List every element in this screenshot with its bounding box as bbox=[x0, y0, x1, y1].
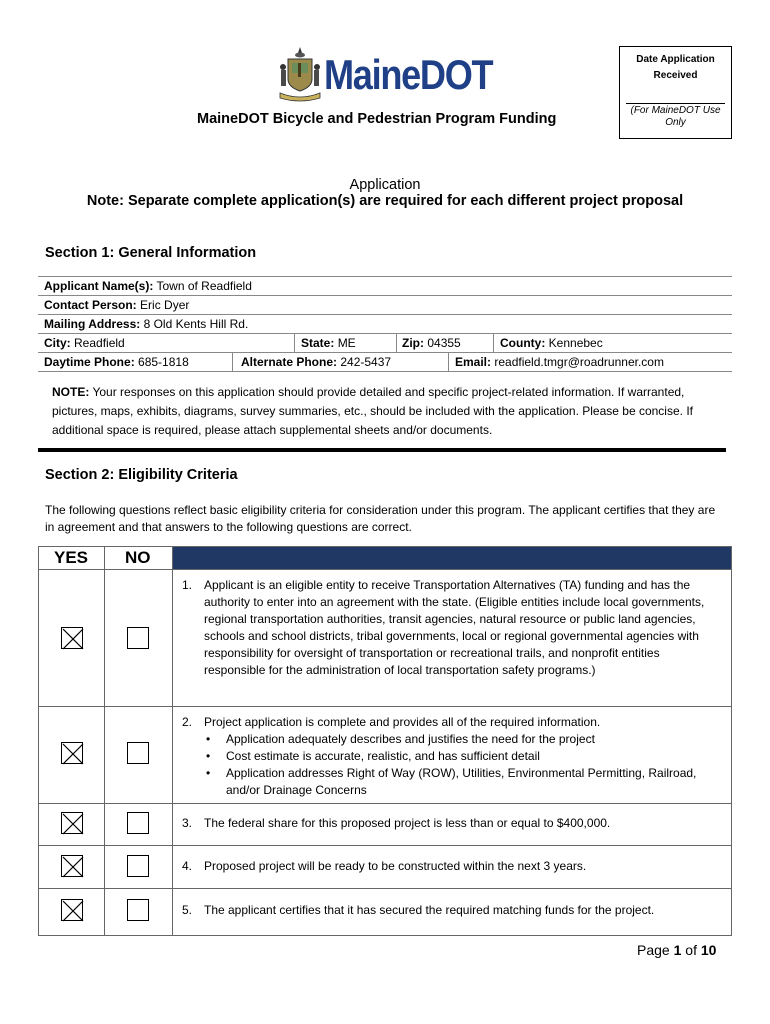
city-row[interactable]: City: Readfield State: ME Zip: 04355 County: Kennebec bbox=[38, 334, 732, 353]
contact-row[interactable]: Contact Person: Eric Dyer bbox=[38, 296, 732, 315]
application-note: Note: Separate complete application(s) are required for each different project proposal bbox=[86, 193, 684, 209]
applicant-row[interactable]: Applicant Name(s): Town of Readfield bbox=[38, 277, 732, 296]
mailing-row[interactable]: Mailing Address: 8 Old Kents Hill Rd. bbox=[38, 315, 732, 334]
program-title: MaineDOT Bicycle and Pedestrian Program Funding bbox=[197, 111, 557, 127]
general-info-table bbox=[38, 276, 732, 372]
yes-column-header: YES bbox=[54, 548, 89, 567]
checkmark-x-icon bbox=[62, 628, 84, 650]
no-column-header: NO bbox=[125, 548, 151, 567]
section1-heading: Section 1: General Information bbox=[45, 245, 257, 261]
bullet-item: • Cost estimate is accurate, realistic, and has sufficient detail bbox=[226, 748, 724, 765]
q3-yes-checkbox[interactable] bbox=[61, 812, 83, 834]
contact-value: Eric Dyer bbox=[140, 298, 190, 312]
q4-yes-checkbox[interactable] bbox=[61, 855, 83, 877]
application-title: Application bbox=[349, 177, 421, 193]
checkmark-x-icon bbox=[62, 813, 84, 835]
county-value: Kennebec bbox=[548, 336, 603, 350]
q5-no-checkbox[interactable] bbox=[127, 899, 149, 921]
date-box-note: (For MaineDOT Use Only bbox=[630, 105, 721, 128]
q4-no-checkbox[interactable] bbox=[127, 855, 149, 877]
section2-intro: The following questions reflect basic eligibility criteria for consideration under this program. The applicant certifies that they are in agreement and that answers to the following questions are correct. bbox=[45, 503, 716, 534]
q5-yes-checkbox[interactable] bbox=[61, 899, 83, 921]
email-value: readfield.tmgr@roadrunner.com bbox=[494, 355, 664, 369]
alt-phone-value: 242-5437 bbox=[340, 355, 392, 369]
section2-heading: Section 2: Eligibility Criteria bbox=[45, 467, 238, 483]
mainedot-logo bbox=[276, 45, 494, 105]
phone-row[interactable]: Daytime Phone: 685-1818 Alternate Phone: 242-5437 Email: readfield.tmgr@roadrunner.com bbox=[38, 353, 732, 372]
checkmark-x-icon bbox=[62, 743, 84, 765]
q1-no-checkbox[interactable] bbox=[127, 627, 149, 649]
date-received-box bbox=[619, 46, 732, 139]
date-signature-line[interactable] bbox=[626, 103, 725, 104]
checkmark-x-icon bbox=[62, 856, 84, 878]
section-divider bbox=[38, 448, 726, 452]
state-value: ME bbox=[337, 336, 356, 350]
q3-no-checkbox[interactable] bbox=[127, 812, 149, 834]
question-2-bullets bbox=[204, 731, 724, 799]
checkmark-x-icon bbox=[62, 900, 84, 922]
date-received-label: Date Application Received bbox=[636, 54, 715, 81]
page-number: Page 1 of 10 bbox=[637, 942, 717, 958]
city-value: Readfield bbox=[74, 336, 125, 350]
mailing-value: 8 Old Kents Hill Rd. bbox=[143, 317, 249, 331]
eligibility-table: YES NO 1. Applicant is an eligible entity to receive Transportation Alternatives (TA) funding and has the authority to enter into an agreement with the state. (Eligible entities include local governments, regional transportation authorities, transit agencies, natural resource or public land agencies, schools and school districts, tribal governments, local or regional governmental agencies with responsibility for oversight of transportation or recreational trails, and nonprofit entities responsible for the administration of local transportation safety programs.) 2. Project application is complete and provides all of the required information. • Application adequately describes and justifies the need for the project • Cost estimate is accurate, realistic, and has sufficient detail • Application addresses Right of Way (ROW), Utilities, Environmental Permitting, Railroad, and/or Drainage Concerns 3. The federal share for this proposed project is less than or equal to $400,000. 4. Proposed project will be ready to be constructed within the next 3 years. 5. The applicant certifies that it has secured the required matching funds for the project. bbox=[38, 546, 732, 936]
section1-note: NOTE: Your responses on this application should provide detailed and specific project-related information. If warranted, pictures, maps, exhibits, diagrams, survey summaries, etc., should be included with the application. Please be concise. If additional space is required, please attach supplemental sheets and/or documents. bbox=[52, 385, 693, 437]
maine-seal-icon bbox=[276, 45, 324, 105]
q1-yes-checkbox[interactable] bbox=[61, 627, 83, 649]
bullet-item: • Application adequately describes and justifies the need for the project bbox=[226, 731, 724, 748]
q2-no-checkbox[interactable] bbox=[127, 742, 149, 764]
logo-wordmark: MaineDOT bbox=[324, 51, 493, 98]
q2-yes-checkbox[interactable] bbox=[61, 742, 83, 764]
applicant-value: Town of Readfield bbox=[156, 279, 252, 293]
table-header-bar bbox=[172, 547, 731, 569]
zip-value: 04355 bbox=[427, 336, 461, 350]
day-phone-value: 685-1818 bbox=[138, 355, 189, 369]
bullet-item: • Application addresses Right of Way (ROW), Utilities, Environmental Permitting, Railroad, and/or Drainage Concerns bbox=[226, 765, 724, 799]
